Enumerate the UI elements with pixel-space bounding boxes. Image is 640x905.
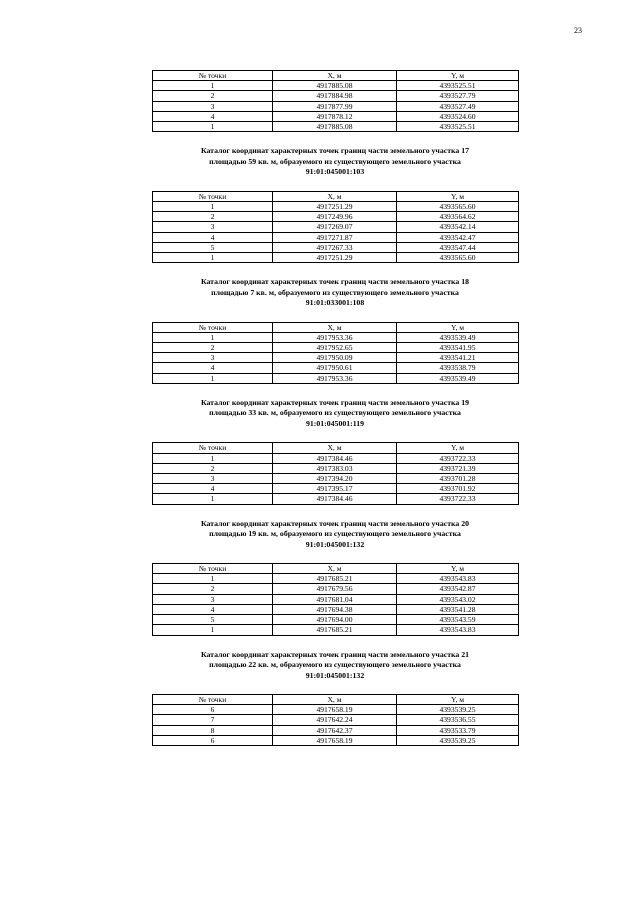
x-coordinate-cell: 4917394.20 [273, 473, 397, 483]
table-row [153, 705, 519, 715]
x-coordinate-cell: 4917269.07 [273, 222, 397, 232]
y-coordinate-cell: 4393527.79 [397, 91, 519, 101]
point-number-cell: 1 [153, 373, 273, 383]
table-row [153, 232, 519, 242]
y-coordinate-cell: 4393722.33 [397, 494, 519, 504]
point-number-cell: 2 [153, 584, 273, 594]
catalog-title-line: площадью 33 кв. м, образуемого из существующего земельного участка [209, 408, 461, 418]
catalog-title-line: Каталог координат характерных точек границ части земельного участка 19 [200, 397, 470, 407]
y-coordinate-cell: 4393701.28 [397, 473, 519, 483]
y-column-header: Y, м [397, 71, 519, 81]
x-coordinate-cell: 4917395.17 [273, 484, 397, 494]
x-column-header: X, м [273, 322, 397, 332]
x-coordinate-cell: 4917885.08 [273, 122, 397, 132]
catalog-title-line: Каталог координат характерных точек границ части земельного участка 21 [200, 649, 470, 659]
x-coordinate-cell: 4917679.56 [273, 584, 397, 594]
document-content [152, 70, 518, 746]
point-column-header: № точки [153, 695, 273, 705]
table-row [153, 222, 519, 232]
catalog-title [152, 398, 518, 430]
x-coordinate-cell: 4917384.46 [273, 453, 397, 463]
y-coordinate-cell: 4393547.44 [397, 242, 519, 252]
table-row [153, 101, 519, 111]
page-number: 23 [574, 26, 582, 35]
table-header-row [153, 322, 519, 332]
point-number-cell: 1 [153, 122, 273, 132]
x-coordinate-cell: 4917685.21 [273, 625, 397, 635]
y-coordinate-cell: 4393542.14 [397, 222, 519, 232]
y-coordinate-cell: 4393525.51 [397, 122, 519, 132]
catalog-title-line: 91:01:045001:132 [305, 670, 365, 680]
point-number-cell: 5 [153, 242, 273, 252]
table-row [153, 453, 519, 463]
y-coordinate-cell: 4393543.59 [397, 615, 519, 625]
x-coordinate-cell: 4917877.99 [273, 101, 397, 111]
coordinate-catalog-block [152, 277, 518, 384]
catalog-title-line: Каталог координат характерных точек границ части земельного участка 17 [200, 146, 470, 156]
table-row [153, 353, 519, 363]
x-coordinate-cell: 4917950.09 [273, 353, 397, 363]
table-row [153, 91, 519, 101]
table-row [153, 574, 519, 584]
x-column-header: X, м [273, 71, 397, 81]
point-column-header: № точки [153, 443, 273, 453]
point-number-cell: 1 [153, 453, 273, 463]
y-coordinate-cell: 4393538.79 [397, 363, 519, 373]
y-coordinate-cell: 4393722.33 [397, 453, 519, 463]
catalog-title [152, 519, 518, 551]
table-row [153, 252, 519, 262]
point-number-cell: 1 [153, 252, 273, 262]
point-number-cell: 2 [153, 463, 273, 473]
x-coordinate-cell: 4917249.96 [273, 212, 397, 222]
x-coordinate-cell: 4917658.19 [273, 705, 397, 715]
x-coordinate-cell: 4917251.29 [273, 201, 397, 211]
point-number-cell: 1 [153, 625, 273, 635]
x-coordinate-cell: 4917383.03 [273, 463, 397, 473]
table-row [153, 584, 519, 594]
point-number-cell: 2 [153, 343, 273, 353]
y-coordinate-cell: 4393539.49 [397, 332, 519, 342]
catalog-title [152, 146, 518, 178]
y-coordinate-cell: 4393536.55 [397, 715, 519, 725]
table-row [153, 484, 519, 494]
catalog-title-line: 91:01:045001:103 [305, 167, 365, 177]
point-number-cell: 1 [153, 201, 273, 211]
coordinates-table [152, 322, 519, 384]
y-coordinate-cell: 4393541.21 [397, 353, 519, 363]
y-coordinate-cell: 4393539.25 [397, 705, 519, 715]
point-number-cell: 4 [153, 604, 273, 614]
x-coordinate-cell: 4917681.04 [273, 594, 397, 604]
y-coordinate-cell: 4393543.83 [397, 625, 519, 635]
x-coordinate-cell: 4917884.98 [273, 91, 397, 101]
x-column-header: X, м [273, 443, 397, 453]
coordinates-table [152, 442, 519, 504]
catalog-title-line: площадью 19 кв. м, образуемого из существующего земельного участка [209, 529, 461, 539]
table-row [153, 242, 519, 252]
x-coordinate-cell: 4917952.65 [273, 343, 397, 353]
table-header-row [153, 695, 519, 705]
catalog-title-line: площадью 59 кв. м, образуемого из существующего земельного участка [209, 156, 461, 166]
y-coordinate-cell: 4393527.49 [397, 101, 519, 111]
x-coordinate-cell: 4917953.36 [273, 373, 397, 383]
table-row [153, 715, 519, 725]
table-row [153, 363, 519, 373]
y-column-header: Y, м [397, 443, 519, 453]
point-column-header: № точки [153, 191, 273, 201]
x-coordinate-cell: 4917694.00 [273, 615, 397, 625]
table-row [153, 725, 519, 735]
coordinates-table [152, 191, 519, 263]
coordinate-catalog-block [152, 650, 518, 747]
x-coordinate-cell: 4917878.12 [273, 111, 397, 121]
y-coordinate-cell: 4393524.60 [397, 111, 519, 121]
y-coordinate-cell: 4393539.25 [397, 735, 519, 745]
catalog-title [152, 650, 518, 682]
point-number-cell: 5 [153, 615, 273, 625]
point-number-cell: 1 [153, 574, 273, 584]
coordinates-table [152, 563, 519, 635]
y-column-header: Y, м [397, 564, 519, 574]
catalog-title-line: Каталог координат характерных точек границ части земельного участка 20 [200, 518, 470, 528]
x-coordinate-cell: 4917658.19 [273, 735, 397, 745]
x-coordinate-cell: 4917642.24 [273, 715, 397, 725]
coordinate-catalog-block [152, 146, 518, 263]
point-number-cell: 2 [153, 91, 273, 101]
table-header-row [153, 564, 519, 574]
x-coordinate-cell: 4917953.36 [273, 332, 397, 342]
table-row [153, 122, 519, 132]
point-number-cell: 6 [153, 705, 273, 715]
y-coordinate-cell: 4393542.87 [397, 584, 519, 594]
table-row [153, 594, 519, 604]
point-column-header: № точки [153, 322, 273, 332]
y-column-header: Y, м [397, 191, 519, 201]
point-number-cell: 4 [153, 111, 273, 121]
y-coordinate-cell: 4393541.28 [397, 604, 519, 614]
table-row [153, 615, 519, 625]
point-number-cell: 2 [153, 212, 273, 222]
table-row [153, 473, 519, 483]
y-column-header: Y, м [397, 695, 519, 705]
x-coordinate-cell: 4917384.46 [273, 494, 397, 504]
x-coordinate-cell: 4917685.21 [273, 574, 397, 584]
coordinate-catalog-block [152, 70, 518, 132]
y-coordinate-cell: 4393539.49 [397, 373, 519, 383]
x-coordinate-cell: 4917251.29 [273, 252, 397, 262]
point-number-cell: 1 [153, 494, 273, 504]
catalog-title [152, 277, 518, 309]
point-number-cell: 7 [153, 715, 273, 725]
x-coordinate-cell: 4917950.61 [273, 363, 397, 373]
x-coordinate-cell: 4917271.87 [273, 232, 397, 242]
table-row [153, 735, 519, 745]
coordinate-catalog-block [152, 519, 518, 636]
point-number-cell: 4 [153, 232, 273, 242]
y-coordinate-cell: 4393565.60 [397, 201, 519, 211]
point-number-cell: 8 [153, 725, 273, 735]
point-number-cell: 4 [153, 363, 273, 373]
table-row [153, 625, 519, 635]
table-row [153, 212, 519, 222]
y-coordinate-cell: 4393565.60 [397, 252, 519, 262]
table-row [153, 111, 519, 121]
point-number-cell: 4 [153, 484, 273, 494]
catalog-title-line: 91:01:045001:119 [305, 418, 365, 428]
table-row [153, 81, 519, 91]
y-coordinate-cell: 4393541.95 [397, 343, 519, 353]
point-number-cell: 3 [153, 222, 273, 232]
x-coordinate-cell: 4917267.33 [273, 242, 397, 252]
point-number-cell: 1 [153, 81, 273, 91]
point-number-cell: 3 [153, 473, 273, 483]
catalog-title-line: площадью 22 кв. м, образуемого из существующего земельного участка [209, 660, 461, 669]
x-column-header: X, м [273, 191, 397, 201]
catalog-title-line: 91:01:033001:108 [305, 298, 365, 308]
x-column-header: X, м [273, 695, 397, 705]
coordinate-catalog-block [152, 398, 518, 505]
x-coordinate-cell: 4917885.08 [273, 81, 397, 91]
y-coordinate-cell: 4393543.02 [397, 594, 519, 604]
table-row [153, 343, 519, 353]
table-header-row [153, 71, 519, 81]
y-coordinate-cell: 4393525.51 [397, 81, 519, 91]
catalog-title-line: площадью 7 кв. м, образуемого из существующего земельного участка [211, 287, 459, 297]
x-column-header: X, м [273, 564, 397, 574]
table-row [153, 604, 519, 614]
point-column-header: № точки [153, 71, 273, 81]
table-header-row [153, 443, 519, 453]
table-row [153, 463, 519, 473]
y-coordinate-cell: 4393564.62 [397, 212, 519, 222]
x-coordinate-cell: 4917642.37 [273, 725, 397, 735]
y-coordinate-cell: 4393701.92 [397, 484, 519, 494]
table-row [153, 373, 519, 383]
point-number-cell: 3 [153, 353, 273, 363]
table-header-row [153, 191, 519, 201]
y-column-header: Y, м [397, 322, 519, 332]
point-number-cell: 1 [153, 332, 273, 342]
coordinates-table [152, 694, 519, 746]
y-coordinate-cell: 4393533.79 [397, 725, 519, 735]
catalog-title-line: 91:01:045001:132 [305, 539, 365, 549]
point-number-cell: 6 [153, 735, 273, 745]
y-coordinate-cell: 4393721.39 [397, 463, 519, 473]
table-row [153, 332, 519, 342]
point-number-cell: 3 [153, 101, 273, 111]
y-coordinate-cell: 4393543.83 [397, 574, 519, 584]
catalog-title-line: Каталог координат характерных точек границ части земельного участка 18 [200, 277, 470, 287]
table-row [153, 201, 519, 211]
coordinates-table [152, 70, 519, 132]
point-number-cell: 3 [153, 594, 273, 604]
point-column-header: № точки [153, 564, 273, 574]
y-coordinate-cell: 4393542.47 [397, 232, 519, 242]
x-coordinate-cell: 4917694.38 [273, 604, 397, 614]
table-row [153, 494, 519, 504]
